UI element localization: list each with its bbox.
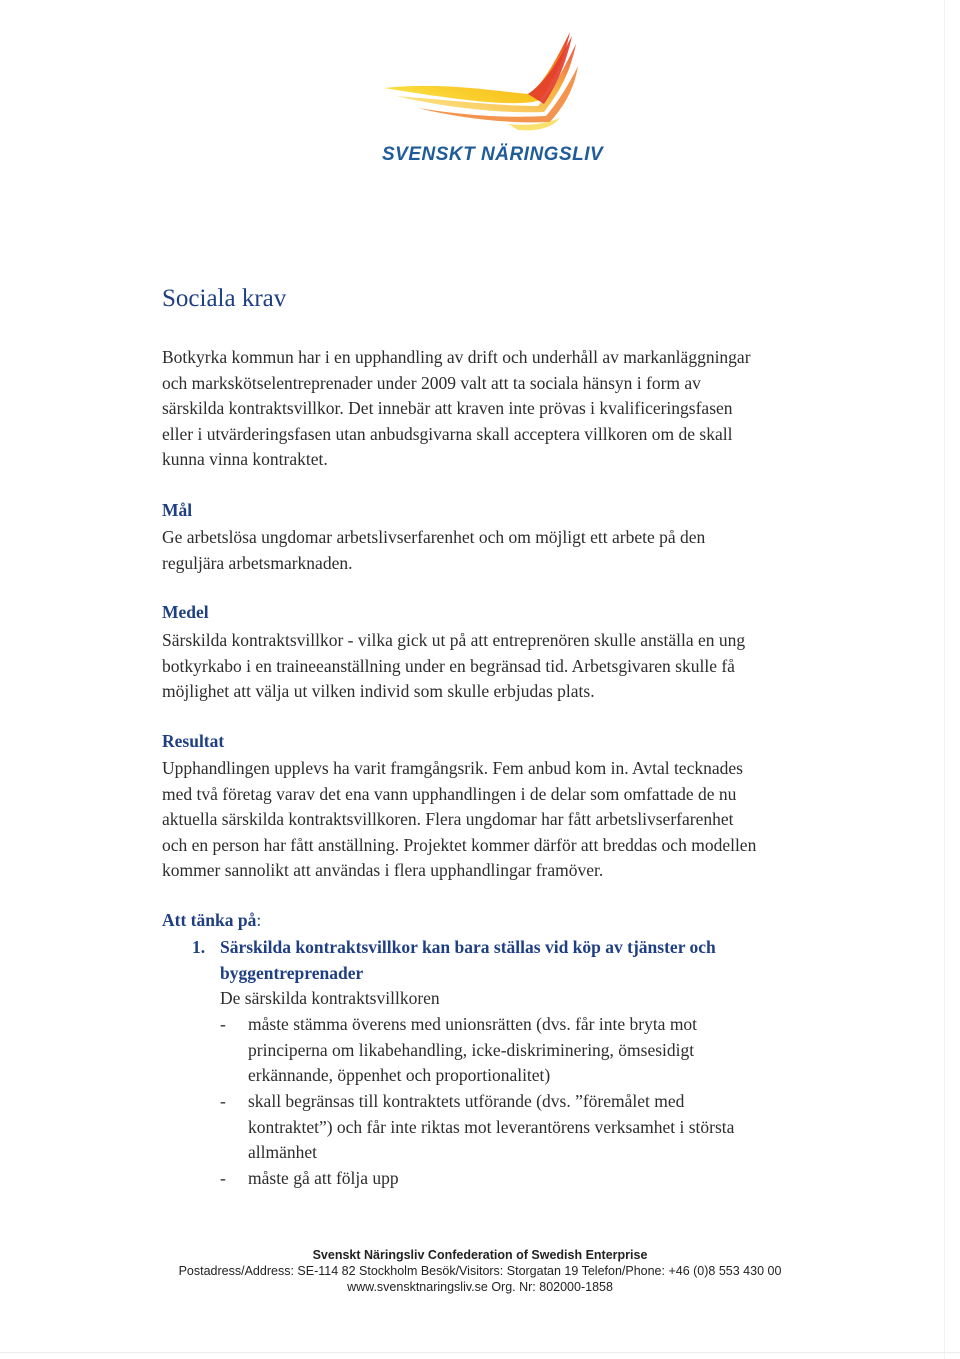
means-line: Särskilda kontraktsvillkor - vilka gick ut på att entreprenören skulle anställa en ung [162,630,746,650]
bullet-line: måste stämma överens med unionsrätten (dvs. får inte bryta mot [248,1014,698,1034]
bullet-line: principerna om likabehandling, icke-diskriminering, ömsesidigt [248,1039,695,1060]
means-line: möjlighet att välja ut vilken individ som skulle erbjudas plats. [162,681,595,702]
item-title-line: byggentreprenader [220,962,364,983]
intro-paragraph [162,345,751,473]
intro-line: särskilda kontraktsvillkor. Det innebär att kraven inte prövas i kvalificeringsfasen [162,398,733,419]
goal-line: Ge arbetslösa ungdomar arbetslivserfarenhet och om möjligt ett arbete på den [162,527,706,547]
bullet-line: måste gå att följa upp [248,1168,399,1188]
intro-line: och markskötselentreprenader under 2009 valt att ta sociala hänsyn i form av [162,372,701,393]
item-intro [220,986,440,1012]
result-line: aktuella särskilda kontraktsvillkoren. Flera ungdomar har fått arbetslivserfarenhet [162,809,734,830]
goal-line: reguljära arbetsmarknaden. [162,552,353,573]
means-line: botkyrkabo i en traineeanställning under en begränsad tid. Arbetsgivaren skulle få [162,655,735,676]
page-edge-line [944,0,945,1359]
consider-heading [162,910,261,931]
result-line: med två företag varav det ena vann upphandlingen i de delar som omfattade de nu [162,783,737,804]
means-heading: Medel [162,602,209,622]
intro-line: eller i utvärderingsfasen utan anbudsgivarna skall acceptera villkoren om de skall [162,423,733,444]
item-title-line: Särskilda kontraktsvillkor kan bara ställas vid köp av tjänster och [220,937,716,957]
intro-line: kunna vinna kontraktet. [162,449,328,470]
consider-heading-text: Att tänka på [162,910,257,930]
bullet-dash: - [220,1014,226,1034]
goal-heading: Mål [162,500,193,520]
result-paragraph [162,756,756,884]
result-line: Upphandlingen upplevs ha varit framgångsrik. Fem anbud kom in. Avtal tecknades [162,758,743,778]
logo-wordmark: SVENSKT NÄRINGSLIV [382,144,604,165]
intro-line: Botkyrka kommun har i en upphandling av drift och underhåll av markanläggningar [162,347,751,367]
logo-swoosh-graphic [378,30,608,142]
organization-logo [378,30,608,165]
scan-edge-line [0,1352,960,1353]
consider-heading-colon: : [256,910,262,930]
item-title [220,935,716,986]
item-intro-line: De särskilda kontraktsvillkoren [220,988,440,1008]
bullet-line: skall begränsas till kontraktets utförande (dvs. ”föremålet med [248,1091,685,1111]
means-paragraph [162,628,745,705]
footer-organization: Svenskt Näringsliv Confederation of Swedish Enterprise [312,1248,648,1262]
result-line: och en person har fått anställning. Projektet kommer därför att breddas och modellen [162,834,757,855]
bullet-line: erkännande, öppenhet och proportionalitet) [248,1065,551,1086]
goal-paragraph [162,525,705,576]
bullet-text [248,1166,399,1192]
footer-address: Postadress/Address: SE-114 82 Stockholm Besök/Visitors: Storgatan 19 Telefon/Phone: +46 (0)8 553 430 00 [178,1264,782,1278]
bullet-line: kontraktet”) och får inte riktas mot leverantörens verksamhet i största [248,1116,735,1137]
bullet-dash: - [220,1091,226,1111]
page-title: Sociala krav [162,285,287,312]
result-heading: Resultat [162,731,225,751]
result-line: kommer sannolikt att användas i flera upphandlingar framöver. [162,860,604,881]
bullet-text [248,1089,734,1166]
bullet-line: allmänhet [248,1142,318,1163]
footer-web-org: www.svensktnaringsliv.se Org. Nr: 802000-1858 [347,1280,613,1294]
bullet-dash: - [220,1168,226,1188]
item-number: 1. [192,937,206,957]
bullet-text [248,1012,697,1089]
